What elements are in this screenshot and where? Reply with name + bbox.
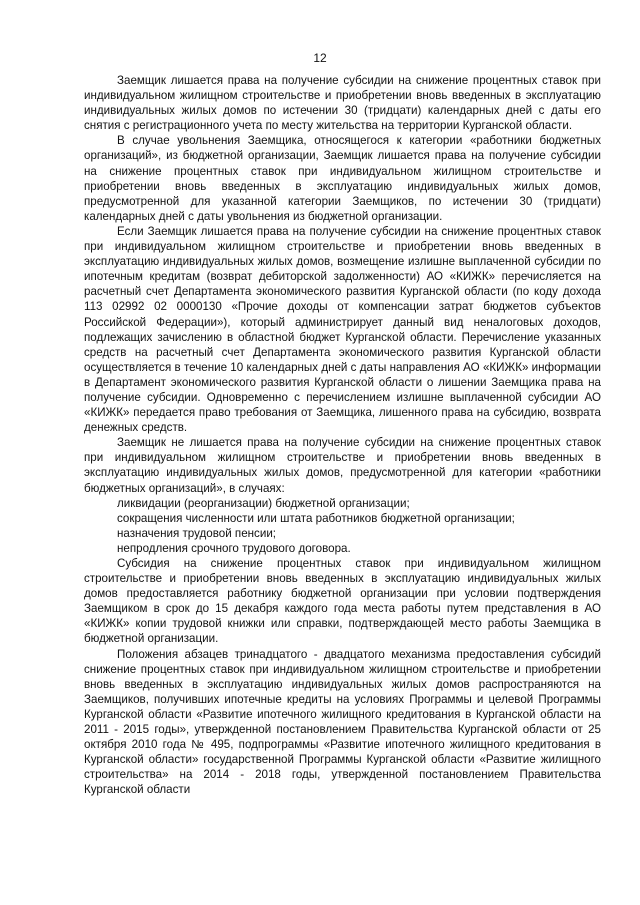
- paragraph-6: Положения абзацев тринадцатого - двадцатого механизма предоставления субсидий снижение процентных ставок при индивидуальном жилищном строительстве и приобретении вновь введенных в эксплуатацию индивидуальных жилых домов распространяются на Заемщиков, получивших ипотечные кредиты на условиях Программы и целевой Программы Курганской области «Развитие ипотечного жилищного кредитования в Курганской области на 2011 - 2015 годы», утвержденной постановлением Правительства Курганской области от 25 октября 2010 года № 495, подпрограммы «Развитие ипотечного жилищного кредитования в Курганской области» государственной Программы Курганской области «Развитие жилищного строительства» на 2014 - 2018 годы, утвержденной постановлением Правительства Курганской области: [84, 647, 601, 797]
- list-item-2: сокращения численности или штата работников бюджетной организации;: [117, 511, 515, 525]
- paragraph-1: Заемщик лишается права на получение субсидии на снижение процентных ставок при индивидуальном жилищном строительстве и приобретении вновь введенных в эксплуатацию индивидуальных жилых домов по истечении 30 (тридцати) календарных дней с даты его снятия с регистрационного учета по месту жительства на территории Курганской области.: [84, 74, 601, 133]
- list-item-1: ликвидации (реорганизации) бюджетной организации;: [117, 496, 410, 510]
- list-item-4: непродления срочного трудового договора.: [117, 541, 351, 555]
- paragraph-5: Субсидия на снижение процентных ставок при индивидуальном жилищном строительстве и приобретении вновь введенных в эксплуатацию индивидуальных жилых домов предоставляется работнику бюджетной организации при условии подтверждения Заемщиком в срок до 15 декабря каждого года места работы путем представления в АО «КИЖК» копии трудовой книжки или справки, подтверждающей место работы Заемщика в бюджетной организации.: [84, 557, 601, 646]
- paragraph-2: В случае увольнения Заемщика, относящегося к категории «работники бюджетных организаций», из бюджетной организации, Заемщик лишается права на получение субсидии на снижение процентных ставок при индивидуальном жилищном строительстве и приобретении вновь введенных в эксплуатацию индивидуальных жилых домов, предусмотренной для указанной категории Заемщиков, по истечении 30 (тридцати) календарных дней с даты увольнения из бюджетной организации.: [84, 134, 601, 223]
- paragraph-4: Заемщик не лишается права на получение субсидии на снижение процентных ставок при индивидуальном жилищном строительстве и приобретении вновь введенных в эксплуатацию индивидуальных жилых домов, предусмотренной для категории «работники бюджетных организаций», в случаях:: [84, 436, 601, 495]
- page-number: 12: [313, 51, 327, 65]
- paragraph-3: Если Заемщик лишается права на получение субсидии на снижение процентных ставок при индивидуальном жилищном строительстве и приобретении вновь введенных в эксплуатацию индивидуальных жилых домов, возмещение излишне выплаченной субсидии по ипотечным кредитам (возврат дебиторской задолженности) АО «КИЖК» перечисляется на расчетный счет Департамента экономического развития Курганской области (по коду дохода 113 02992 02 0000130 «Прочие доходы от компенсации затрат бюджетов субъектов Российской Федерации»), который администрирует данный вид неналоговых доходов, подлежащих зачислению в областной бюджет Курганской области. Перечисление указанных средств на расчетный счет Департамента экономического развития Курганской области осуществляется в течение 10 календарных дней с даты направления АО «КИЖК» информации в Департамент экономического развития Курганской области о лишении Заемщика права на получение субсидии. Одновременно с перечислением излишне выплаченной субсидии АО «КИЖК» передается право требования от Заемщика, лишенного права на субсидию, возврата денежных средств.: [84, 224, 601, 435]
- document-body: [84, 73, 601, 798]
- list-item-3: назначения трудовой пенсии;: [117, 526, 277, 540]
